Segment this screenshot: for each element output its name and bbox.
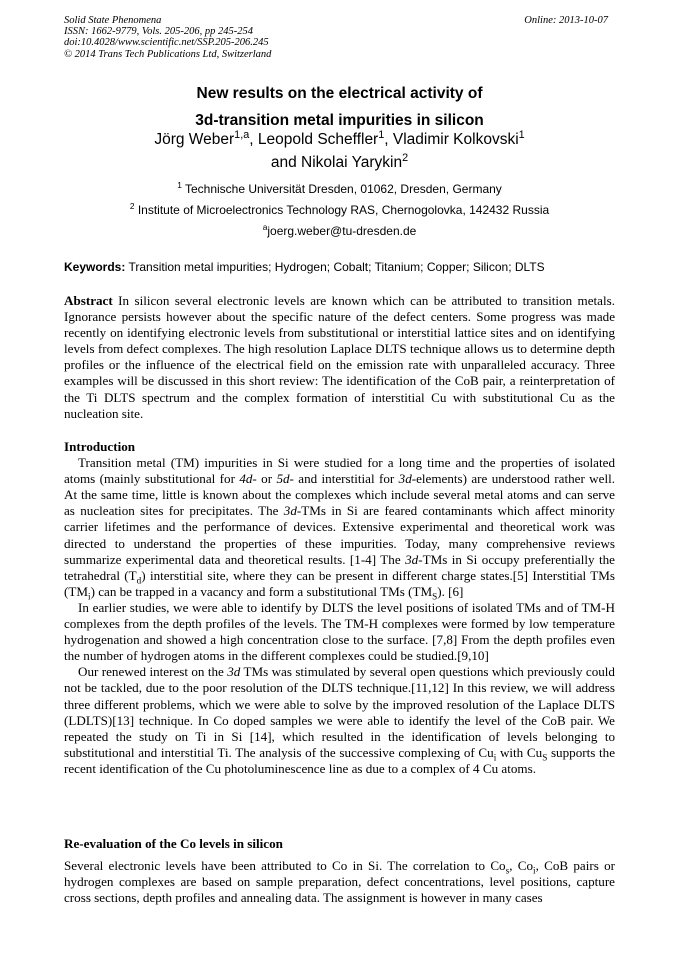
affiliation-text: Technische Universität Dresden, 01062, Dresden, Germany	[181, 182, 502, 196]
text-run: supports the recent identification of the Cu photoluminescence line as due to a complex of 4 Cu atoms.	[64, 744, 616, 776]
affiliations	[64, 179, 615, 242]
text-run: Our renewed interest on the	[78, 664, 228, 680]
author-affil-mark: 1,a	[234, 128, 250, 141]
keywords-label: Keywords:	[64, 260, 126, 274]
author-list	[64, 128, 615, 174]
author-line-2	[64, 151, 615, 174]
text-run: - or	[252, 471, 277, 487]
issn-line: ISSN: 1662-9779, Vols. 205-206, pp 245-254	[64, 26, 253, 38]
text-run: ). [6]	[437, 583, 464, 599]
author-name: Jörg Weber	[154, 131, 235, 148]
text-run: , Co	[509, 858, 534, 874]
journal-header	[64, 15, 608, 60]
text-run: Transition metal (TM) impurities in Si were studied for a long time and the properties of isolated atoms (mainly substitutional for	[64, 455, 615, 487]
keywords	[64, 259, 615, 275]
author-email	[64, 221, 615, 242]
subscript: s	[505, 865, 510, 876]
subscript: i	[493, 752, 497, 763]
text-run: with Cu	[496, 744, 543, 760]
subscript: S	[542, 752, 548, 763]
title-line-2: 3d-transition metal impurities in silicon	[195, 112, 484, 129]
intro-paragraph-2: In earlier studies, we were able to identify by DLTS the level positions of isolated TMs and of TM-H complexes from the depth profiles of the levels. The TM-H complexes were formed by low temperature hydrogenation and showed a high concentration close to the surface. [7,8] From the depth profiles even the number of hydrogen atoms in the different complexes could be studied.[9,10]	[64, 599, 615, 664]
italic-run: 3d	[398, 471, 412, 487]
intro-paragraph-3	[64, 664, 615, 777]
text-run: , CoB pairs or hydrogen complexes are based on sample preparation, defect concentrations, level positions, capture cross sections, depth profiles and annealing data. The assignment is however in many cases	[64, 858, 616, 906]
author-name: and Nikolai Yarykin	[270, 154, 403, 171]
copyright-line: © 2014 Trans Tech Publications Ltd, Switzerland	[64, 48, 272, 60]
author-line-1	[64, 128, 615, 151]
section-heading: Introduction	[64, 439, 136, 454]
affiliation-text: Institute of Microelectronics Technology RAS, Chernogolovka, 142432 Russia	[134, 203, 550, 217]
italic-run: 3d	[405, 551, 419, 567]
affil-mark: 2	[129, 201, 135, 211]
text-run: TMs was stimulated by several open questions which previously could not be tackled, due to the poor resolution of the DLTS technique.[11,12] In this review, we will address three different problems, which we were able to solve by the improved resolution of the Laplace DLTS (LDLTS)[13] technique. In Co doped samples we were able to identify the level of the CoB pair. We repeated the study on Ti in Si [14], which resulted in the identification of levels belonging to substitutional and interstitial Ti. The analysis of the successive complexing of Cu	[64, 664, 615, 760]
subscript: i	[88, 591, 91, 602]
affil-mark: 1	[177, 180, 182, 190]
text-run: Several electronic levels have been attributed to Co in Si. The correlation to Co	[64, 858, 506, 874]
author-name: , Vladimir Kolkovski	[384, 131, 519, 148]
text-run: -TMs in Si occupy preferentially the tetrahedral (T	[64, 551, 615, 583]
journal-name: Solid State Phenomena	[64, 15, 162, 26]
italic-run: 3d	[283, 503, 297, 519]
online-date: Online: 2013-10-07	[524, 15, 608, 26]
text-run: ) interstitial site, where they can be present in different charge states.[5] Interstitial TMs (TM	[64, 567, 615, 599]
abstract-text: In silicon several electronic levels are known which can be attributed to transition metals. Ignorance persists however about the specific nature of the defect centers. Some progress was made recently on identifying electronic levels from substitutional or interstitial lattice sites and on identifying levels from defect complexes. The high resolution Laplace DLTS technique allows us to determine depth profiles or the influence of the electrical field on the emission rate with unparalleled accuracy. Three examples will be discussed in this short review: The identification of the CoB pair, a reinterpretation of the Ti DLTS spectrum and the complex formation of interstitial Cu with substitutional Cu as the nucleation site.	[64, 293, 615, 421]
abstract-section	[64, 293, 615, 422]
paper-title	[64, 80, 615, 134]
subscript: i	[533, 865, 536, 876]
affiliation-1	[64, 179, 615, 200]
text-run: -TMs in Si are feared contaminants which affect minority carrier lifetimes and the performance of devices. Extensive experimental and theoretical work was directed to understand the properties of these impurities. Today, many comprehensive reviews summarize experimental data and theoretical results. [1-4] The	[64, 503, 615, 567]
text-run: - and interstitial for	[289, 471, 399, 487]
keywords-text: Transition metal impurities; Hydrogen; Cobalt; Titanium; Copper; Silicon; DLTS	[125, 260, 545, 274]
introduction-section	[64, 439, 615, 777]
italic-run: 5d	[276, 471, 290, 487]
affiliation-2	[64, 200, 615, 221]
author-affil-mark: 1	[378, 128, 385, 141]
email-text: joerg.weber@tu-dresden.de	[267, 224, 417, 238]
author-affil-mark: 1	[518, 128, 525, 141]
subscript: d	[136, 575, 142, 586]
subscript: S	[432, 591, 438, 602]
text-run: -elements) are understood rather well. At the same time, little is known about the complexes which include several metal atoms and can serve as nucleation sites for precipitates. The	[64, 471, 615, 519]
email-mark: a	[262, 222, 268, 232]
author-affil-mark: 2	[402, 151, 409, 164]
intro-paragraph-1	[64, 455, 615, 600]
text-run: ) can be trapped in a vacancy and form a substitutional TMs (TM	[90, 583, 433, 599]
italic-run: 4d	[239, 471, 253, 487]
title-line-1: New results on the electrical activity of	[196, 85, 483, 102]
reevaluation-section	[64, 836, 615, 906]
author-name: , Leopold Scheffler	[249, 131, 379, 148]
italic-run: 3d	[227, 664, 241, 680]
abstract-paragraph	[64, 293, 615, 422]
doi-line: doi:10.4028/www.scientific.net/SSP.205-206.245	[64, 37, 269, 49]
abstract-label: Abstract	[64, 293, 113, 308]
reeval-paragraph-1	[64, 858, 615, 906]
section-heading: Re-evaluation of the Co levels in silicon	[64, 836, 283, 851]
